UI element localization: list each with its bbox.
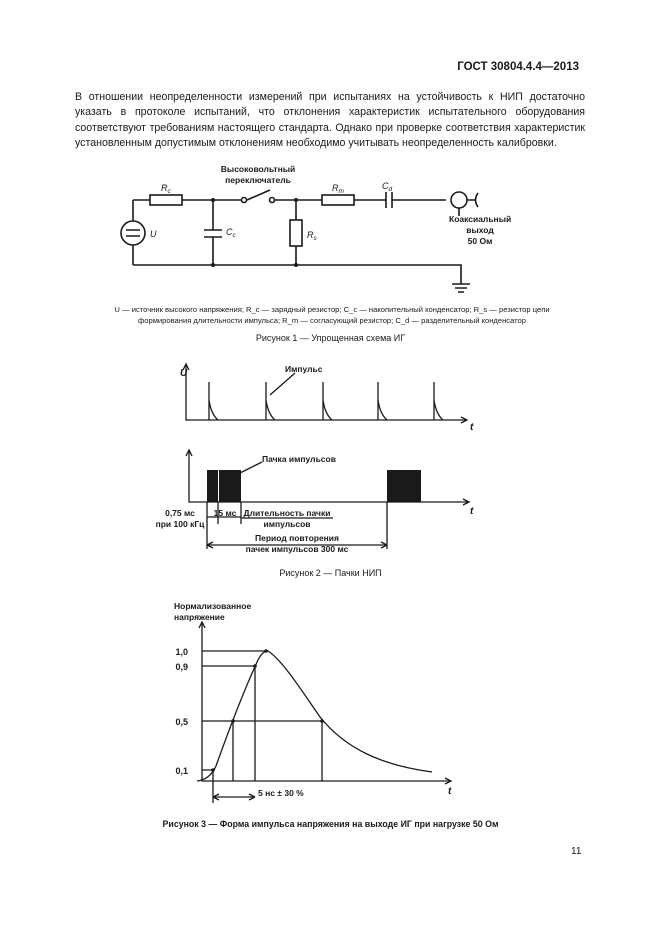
figure3-waveform: [197, 622, 451, 803]
resistor-rs: [290, 220, 302, 246]
tick-0-5: 0,5: [175, 717, 188, 727]
u-label: U: [150, 229, 157, 239]
output-label-1: Коаксиальный: [449, 214, 512, 224]
period-100khz-label: при 100 кГц: [155, 519, 205, 529]
burst-blocks: [207, 470, 421, 502]
duration-label-2: импульсов: [263, 519, 311, 529]
figure1-legend: [62, 304, 602, 326]
figure1-circuit: [121, 190, 478, 292]
impulse-5: [434, 382, 443, 420]
resistor-rc: [150, 195, 182, 205]
rs-label: $R_s$: [307, 230, 317, 242]
burst-label: Пачка импульсов: [262, 454, 336, 464]
figure2-caption: Рисунок 2 — Пачки НИП: [279, 568, 382, 578]
body-paragraph: В отношении неопределенности измерений при испытаниях на устойчивость к НИП достаточно указать в протоколе испытаний, что отклонения характеристик испытательного оборудования соответствуют требованиям настоящего стандарта. Однако при проверке соответствия характеристик установленным допустимым отклонениям необходимо учитывать неопределенность калибровки.: [75, 91, 585, 150]
fig3-t-label: t: [448, 786, 452, 797]
capacitor-cd: [386, 192, 392, 208]
resistor-rm: [322, 195, 354, 205]
pulse-curve: [197, 651, 432, 781]
standard-header: ГОСТ 30804.4.4—2013: [457, 61, 579, 73]
fig2-t-top-label: t: [470, 422, 474, 433]
fig2-u-label: U: [180, 368, 188, 379]
capacitor-cc: [204, 230, 222, 237]
tick-0-1: 0,1: [175, 766, 188, 776]
voltage-source: [121, 221, 145, 245]
output-label-2: выход: [466, 225, 494, 235]
rc-label: $R_c$: [161, 183, 171, 195]
impulse-3: [323, 382, 332, 420]
duration-label-1: Длительность пачки: [243, 508, 331, 518]
fig3-axes: [202, 622, 450, 781]
rm-label: $R_m$: [332, 183, 344, 195]
ground-symbol: [452, 284, 470, 292]
impulse-label: Импульс: [285, 364, 323, 374]
page-number: 11: [571, 846, 582, 857]
burst-1b: [219, 470, 241, 502]
burst-1a: [207, 470, 218, 502]
impulse-2: [266, 382, 275, 420]
period-075-label: 0,75 мс: [165, 508, 195, 518]
repetition-label-2: пачек импульсов 300 мс: [245, 544, 349, 554]
legend-line-2: формирования длительности импульса; R_m — согласующий резистор; C_d — разделительный конденсатор: [138, 316, 526, 325]
tick-1-0: 1,0: [175, 647, 188, 657]
rise-time-label: 5 нс ± 30 %: [258, 788, 304, 798]
tick-0-9: 0,9: [175, 662, 188, 672]
switch-label-2: переключатель: [225, 175, 291, 185]
fig3-ylabel-2: напряжение: [174, 612, 225, 622]
fig3-ylabel-1: Нормализованное: [174, 601, 252, 611]
coax-connector: [451, 192, 467, 208]
impulse-leader: [270, 373, 295, 395]
output-label-3: 50 Ом: [467, 236, 493, 246]
switch-blade: [247, 190, 270, 200]
impulse-1: [209, 382, 218, 420]
switch-label-1: Высоковольтный: [220, 164, 296, 174]
cc-label: $C_c$: [226, 227, 236, 239]
cd-label: $C_d$: [382, 181, 393, 193]
impulse-4: [378, 382, 387, 420]
ms15-label: 15 мс: [213, 508, 237, 518]
figure1-caption: Рисунок 1 — Упрощенная схема ИГ: [255, 333, 406, 343]
figure3-caption: Рисунок 3 — Форма импульса напряжения на выходе ИГ при нагрузке 50 Ом: [162, 819, 499, 829]
burst-2: [387, 470, 421, 502]
repetition-label-1: Период повторения: [254, 533, 340, 543]
fig2-t-bottom-label: t: [470, 506, 474, 517]
legend-line-1: U — источник высокого напряжения; R_c — зарядный резистор; C_c — накопительный конденсатор; R_s — резистор цепи: [114, 305, 550, 314]
